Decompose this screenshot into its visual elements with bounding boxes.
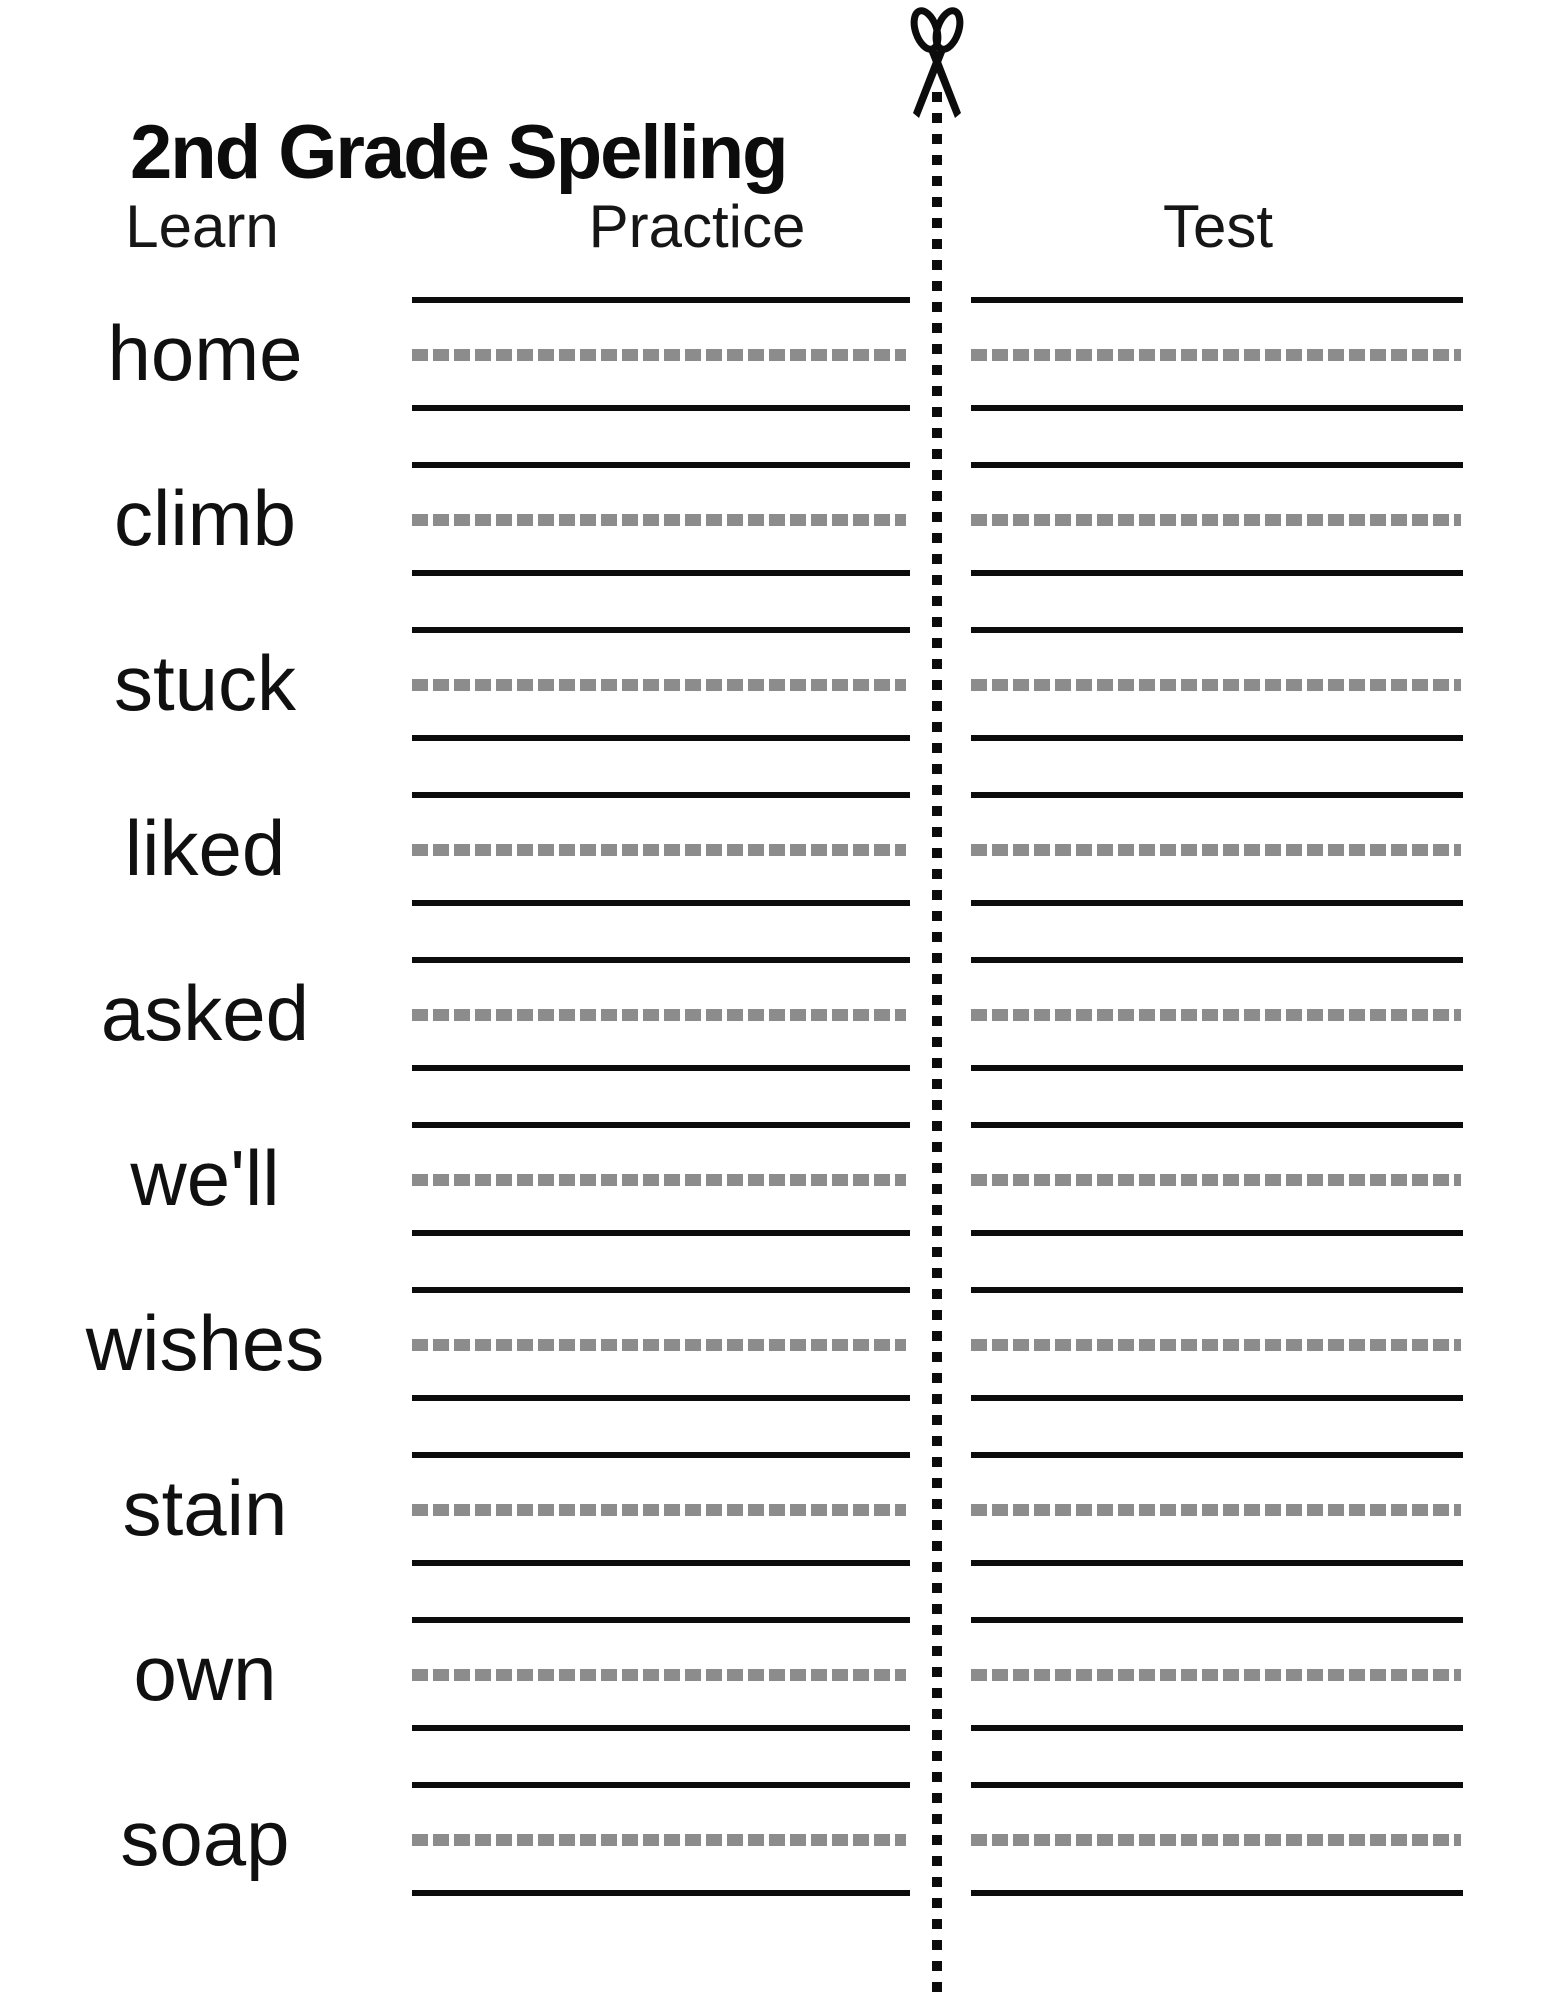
practice-bottom-line bbox=[412, 1065, 910, 1071]
word-label: soap bbox=[120, 1793, 290, 1882]
word-row bbox=[0, 792, 1545, 906]
word-row bbox=[0, 957, 1545, 1071]
word-row bbox=[0, 1122, 1545, 1236]
test-bottom-line bbox=[971, 1230, 1463, 1236]
word-label: climb bbox=[113, 473, 296, 562]
practice-dashed-midline bbox=[412, 514, 906, 526]
word-label: wishes bbox=[85, 1298, 325, 1387]
test-top-line bbox=[971, 1617, 1463, 1623]
column-header-learn: Learn bbox=[125, 193, 279, 260]
practice-dashed-midline bbox=[412, 1669, 906, 1681]
test-bottom-line bbox=[971, 405, 1463, 411]
practice-top-line bbox=[412, 1617, 910, 1623]
practice-bottom-line bbox=[412, 405, 910, 411]
test-dashed-midline bbox=[971, 1009, 1461, 1021]
test-top-line bbox=[971, 1122, 1463, 1128]
practice-bottom-line bbox=[412, 1725, 910, 1731]
test-dashed-midline bbox=[971, 844, 1461, 856]
practice-dashed-midline bbox=[412, 1174, 906, 1186]
practice-dashed-midline bbox=[412, 1009, 906, 1021]
test-top-line bbox=[971, 1782, 1463, 1788]
practice-bottom-line bbox=[412, 1560, 910, 1566]
practice-dashed-midline bbox=[412, 679, 906, 691]
word-label: home bbox=[107, 308, 303, 397]
practice-bottom-line bbox=[412, 1890, 910, 1896]
test-top-line bbox=[971, 792, 1463, 798]
word-row bbox=[0, 627, 1545, 741]
practice-bottom-line bbox=[412, 735, 910, 741]
test-bottom-line bbox=[971, 1560, 1463, 1566]
word-label: stuck bbox=[113, 638, 297, 727]
test-top-line bbox=[971, 297, 1463, 303]
practice-dashed-midline bbox=[412, 1834, 906, 1846]
word-row bbox=[0, 1617, 1545, 1731]
column-header-practice: Practice bbox=[588, 193, 806, 260]
test-dashed-midline bbox=[971, 1339, 1461, 1351]
test-bottom-line bbox=[971, 900, 1463, 906]
test-dashed-midline bbox=[971, 1174, 1461, 1186]
test-dashed-midline bbox=[971, 1504, 1461, 1516]
test-top-line bbox=[971, 462, 1463, 468]
practice-dashed-midline bbox=[412, 349, 906, 361]
column-header-test: Test bbox=[1162, 193, 1274, 260]
test-top-line bbox=[971, 1287, 1463, 1293]
practice-top-line bbox=[412, 1122, 910, 1128]
practice-top-line bbox=[412, 627, 910, 633]
word-label: liked bbox=[124, 803, 286, 892]
practice-top-line bbox=[412, 462, 910, 468]
word-row bbox=[0, 297, 1545, 411]
test-bottom-line bbox=[971, 1725, 1463, 1731]
test-bottom-line bbox=[971, 1395, 1463, 1401]
test-dashed-midline bbox=[971, 1669, 1461, 1681]
word-label: stain bbox=[122, 1463, 288, 1552]
test-dashed-midline bbox=[971, 1834, 1461, 1846]
page-title: 2nd Grade Spelling bbox=[130, 109, 787, 195]
test-bottom-line bbox=[971, 570, 1463, 576]
word-row bbox=[0, 1287, 1545, 1401]
word-row bbox=[0, 1782, 1545, 1896]
practice-bottom-line bbox=[412, 900, 910, 906]
test-top-line bbox=[971, 1452, 1463, 1458]
word-label: asked bbox=[100, 968, 310, 1057]
practice-dashed-midline bbox=[412, 844, 906, 856]
word-row bbox=[0, 462, 1545, 576]
practice-bottom-line bbox=[412, 1230, 910, 1236]
practice-top-line bbox=[412, 1452, 910, 1458]
practice-top-line bbox=[412, 297, 910, 303]
word-label: own bbox=[133, 1628, 277, 1717]
practice-dashed-midline bbox=[412, 1339, 906, 1351]
test-top-line bbox=[971, 627, 1463, 633]
word-label: we'll bbox=[130, 1133, 280, 1222]
practice-dashed-midline bbox=[412, 1504, 906, 1516]
practice-top-line bbox=[412, 1782, 910, 1788]
test-dashed-midline bbox=[971, 514, 1461, 526]
test-dashed-midline bbox=[971, 679, 1461, 691]
word-row bbox=[0, 1452, 1545, 1566]
practice-bottom-line bbox=[412, 570, 910, 576]
test-bottom-line bbox=[971, 735, 1463, 741]
test-top-line bbox=[971, 957, 1463, 963]
test-dashed-midline bbox=[971, 349, 1461, 361]
practice-top-line bbox=[412, 792, 910, 798]
practice-top-line bbox=[412, 957, 910, 963]
test-bottom-line bbox=[971, 1065, 1463, 1071]
test-bottom-line bbox=[971, 1890, 1463, 1896]
practice-top-line bbox=[412, 1287, 910, 1293]
practice-bottom-line bbox=[412, 1395, 910, 1401]
